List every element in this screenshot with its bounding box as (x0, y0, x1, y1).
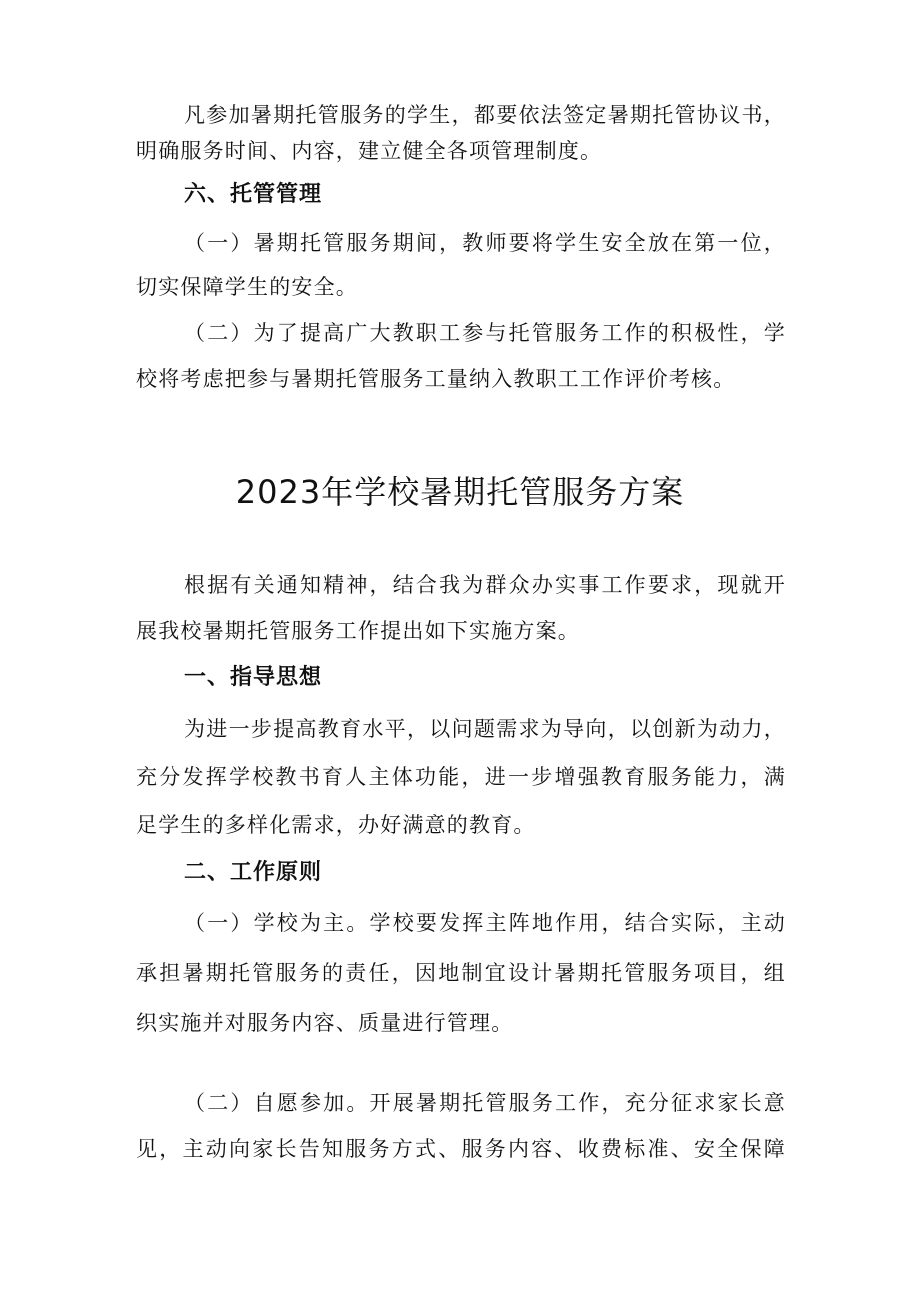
paragraph-line: 展我校暑期托管服务工作提出如下实施方案。 (136, 619, 580, 643)
section-heading-six: 六、托管管理 (184, 182, 323, 207)
paragraph-line: 校将考虑把参与暑期托管服务工量纳入教职工工作评价考核。 (136, 367, 736, 391)
paragraph-line: （二）自愿参加。开展暑期托管服务工作，充分征求家长意 (184, 1091, 786, 1115)
paragraph-line: 充分发挥学校教书育人主体功能，进一步增强教育服务能力，满 (136, 765, 786, 789)
paragraph-line: 明确服务时间、内容，建立健全各项管理制度。 (136, 139, 603, 163)
paragraph-line: （一）暑期托管服务期间，教师要将学生安全放在第一位， (184, 231, 786, 255)
paragraph-line: 织实施并对服务内容、质量进行管理。 (136, 1011, 514, 1035)
paragraph-line: （一）学校为主。学校要发挥主阵地作用，结合实际，主动 (184, 911, 786, 935)
paragraph-line: 凡参加暑期托管服务的学生，都要依法签定暑期托管协议书， (184, 103, 786, 127)
paragraph-line: 为进一步提高教育水平，以问题需求为导向，以创新为动力， (184, 717, 786, 741)
paragraph-line: 承担暑期托管服务的责任，因地制宜设计暑期托管服务项目，组 (136, 961, 786, 985)
paragraph-line: 足学生的多样化需求，办好满意的教育。 (136, 813, 536, 837)
paragraph-line: 切实保障学生的安全。 (136, 275, 358, 299)
paragraph-line: （二）为了提高广大教职工参与托管服务工作的积极性，学 (184, 321, 786, 345)
document-title: 2023年学校暑期托管服务方案 (235, 473, 685, 511)
section-heading-two: 二、工作原则 (184, 860, 323, 885)
paragraph-line: 见，主动向家长告知服务方式、服务内容、收费标准、安全保障 (136, 1137, 786, 1161)
paragraph-line: 根据有关通知精神，结合我为群众办实事工作要求，现就开 (184, 573, 786, 597)
section-heading-one: 一、指导思想 (184, 665, 323, 690)
